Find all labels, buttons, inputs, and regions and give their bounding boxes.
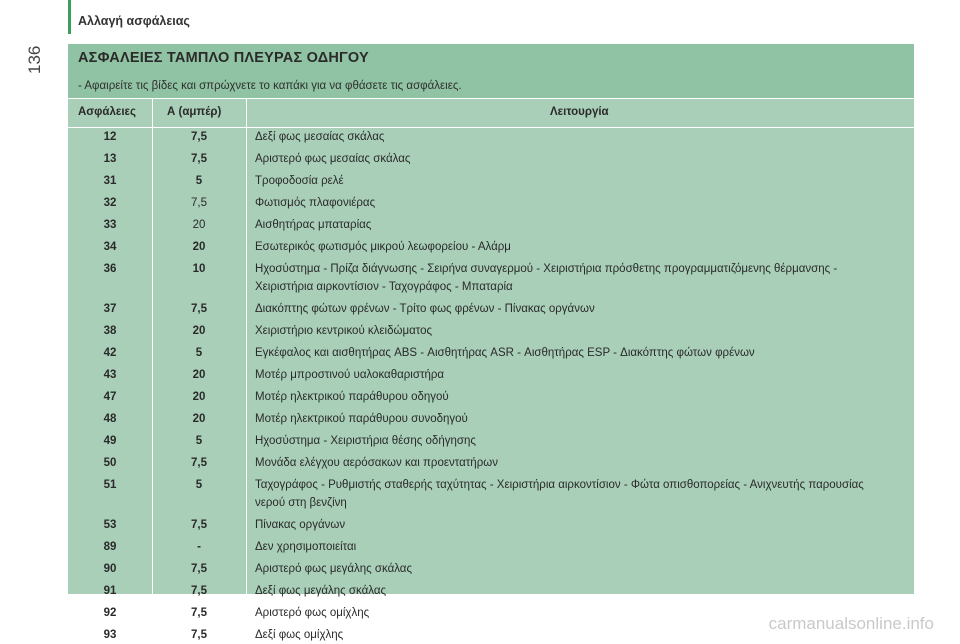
fuse-number: 32	[103, 197, 117, 209]
table-row	[68, 560, 914, 578]
fuse-number: 31	[103, 175, 117, 187]
fuse-amperage: 5	[195, 175, 203, 187]
panel-header	[68, 44, 914, 98]
fuse-number: 51	[103, 479, 117, 491]
table-row	[68, 516, 914, 534]
table-row	[68, 410, 914, 428]
fuse-amperage: 20	[192, 219, 206, 231]
fuse-function: Φωτισμός πλαφονιέρας	[255, 197, 376, 209]
fuse-function: Ηχοσύστημα - Χειριστήρια θέσης οδήγησης	[255, 435, 476, 447]
fuse-function: Μοτέρ ηλεκτρικού παράθυρου οδηγού	[255, 391, 449, 403]
fuse-function: Αριστερό φως ομίχλης	[255, 607, 370, 619]
fuse-function: Δεξί φως ομίχλης	[255, 629, 344, 641]
fuse-amperage: 7,5	[191, 303, 207, 315]
fuse-amperage: 7,5	[191, 153, 207, 165]
fuse-amperage: 5	[195, 479, 203, 491]
fuse-function: Δεξί φως μεσαίας σκάλας	[255, 131, 385, 143]
fuse-function: Πίνακας οργάνων	[255, 519, 346, 531]
table-row	[68, 582, 914, 600]
fuse-number: 43	[103, 369, 117, 381]
fuse-number: 36	[103, 263, 117, 275]
fuse-function: Τροφοδοσία ρελέ	[255, 175, 344, 187]
fuse-amperage: 7,5	[191, 519, 207, 531]
fuse-number: 49	[103, 435, 117, 447]
table-row	[68, 150, 914, 168]
fuse-amperage: 10	[192, 263, 206, 275]
fuse-amperage: 7,5	[191, 131, 207, 143]
fuse-amperage: 7,5	[191, 607, 207, 619]
fuse-function: Μοτέρ μπροστινού υαλοκαθαριστήρα	[255, 369, 445, 381]
fuse-number: 13	[103, 153, 117, 165]
fuse-number: 48	[103, 413, 117, 425]
fuse-function: Αριστερό φως μεσαίας σκάλας	[255, 153, 411, 165]
fuse-number: 89	[103, 541, 117, 553]
fuse-function: Δεν χρησιμοποιείται	[255, 541, 357, 553]
fuse-function: Ηχοσύστημα - Πρίζα διάγνωσης - Σειρήνα συναγερμού - Χειριστήρια πρόσθετης προγραμματιζόμενης θέρμανσης - Χειριστήρια αιρκοντίσιον - Ταχογράφος - Μπαταρία	[255, 263, 838, 293]
fuse-number: 12	[103, 131, 117, 143]
table-row	[68, 300, 914, 318]
fuse-amperage: 5	[195, 347, 203, 359]
table-row	[68, 538, 914, 556]
fuse-number: 37	[103, 303, 117, 315]
fuse-number: 53	[103, 519, 117, 531]
fuse-function: Χειριστήριο κεντρικού κλειδώματος	[255, 325, 433, 337]
fuse-number: 91	[103, 585, 117, 597]
table-row	[68, 366, 914, 384]
fuse-number: 42	[103, 347, 117, 359]
watermark: carmanualsonline.info	[768, 614, 934, 633]
fuse-amperage: 7,5	[191, 563, 207, 575]
fuse-amperage: 20	[192, 369, 206, 381]
fuse-number: 90	[103, 563, 117, 575]
fuse-number: 38	[103, 325, 117, 337]
fuse-amperage: 20	[192, 241, 206, 253]
table-row	[68, 128, 914, 146]
fuse-amperage: 7,5	[191, 585, 207, 597]
column-header-amp: Α (αμπέρ)	[167, 106, 222, 118]
table-row	[68, 454, 914, 472]
fuse-function: Εγκέφαλος και αισθητήρας ABS - Αισθητήρας ASR - Αισθητήρας ESP - Διακόπτης φώτων φρένων	[255, 347, 755, 359]
fuse-function: Ταχογράφος - Ρυθμιστής σταθερής ταχύτητας - Χειριστήρια αιρκοντίσιον - Φώτα οπισθοπορείας - Ανιχνευτής παρουσίας νερού στη βενζίνη	[255, 479, 864, 509]
fuse-amperage: 7,5	[191, 629, 207, 641]
column-header-fuse: Ασφάλειες	[78, 106, 136, 118]
fuse-function: Δεξί φως μεγάλης σκάλας	[255, 585, 387, 597]
fuse-function: Διακόπτης φώτων φρένων - Τρίτο φως φρένων - Πίνακας οργάνων	[255, 303, 595, 315]
fuse-number: 92	[103, 607, 117, 619]
table-header-row	[68, 98, 914, 128]
fuse-function: Μονάδα ελέγχου αερόσακων και προεντατήρων	[255, 457, 498, 469]
fuse-amperage: 20	[192, 391, 206, 403]
fuse-amperage: 20	[192, 325, 206, 337]
table-row	[68, 260, 914, 296]
table-row	[68, 344, 914, 362]
panel-title: ΑΣΦΑΛΕΙΕΣ ΤΑΜΠΛΟ ΠΛΕΥΡΑΣ ΟΔΗΓΟΥ	[78, 50, 369, 66]
fuse-function: Αισθητήρας μπαταρίας	[255, 219, 372, 231]
panel-instruction: - Αφαιρείτε τις βίδες και σπρώχνετε το καπάκι για να φθάσετε τις ασφάλειες.	[78, 80, 462, 92]
table-row	[68, 238, 914, 256]
fuse-function: Μοτέρ ηλεκτρικού παράθυρου συνοδηγού	[255, 413, 468, 425]
fuse-number: 50	[103, 457, 117, 469]
fuse-number: 34	[103, 241, 117, 253]
page-number: 136	[25, 45, 44, 74]
fuse-table-body	[68, 128, 914, 644]
fuse-amperage: 20	[192, 413, 206, 425]
fuse-number: 33	[103, 219, 117, 231]
table-row	[68, 172, 914, 190]
fuse-number: 47	[103, 391, 117, 403]
fuse-amperage: -	[197, 541, 201, 553]
chapter-title: Αλλαγή ασφάλειας	[78, 14, 190, 28]
chapter-accent-bar	[68, 0, 71, 34]
column-header-function: Λειτουργία	[550, 106, 609, 118]
fuse-amperage: 7,5	[191, 197, 207, 209]
table-row	[68, 194, 914, 212]
fuse-function: Εσωτερικός φωτισμός μικρού λεωφορείου - Αλάρμ	[255, 241, 511, 253]
fuse-amperage: 7,5	[191, 457, 207, 469]
fuse-number: 93	[103, 629, 117, 641]
fuse-amperage: 5	[195, 435, 203, 447]
table-row	[68, 432, 914, 450]
table-row	[68, 388, 914, 406]
table-row	[68, 476, 914, 512]
table-row	[68, 322, 914, 340]
fuse-function: Αριστερό φως μεγάλης σκάλας	[255, 563, 412, 575]
table-row	[68, 216, 914, 234]
